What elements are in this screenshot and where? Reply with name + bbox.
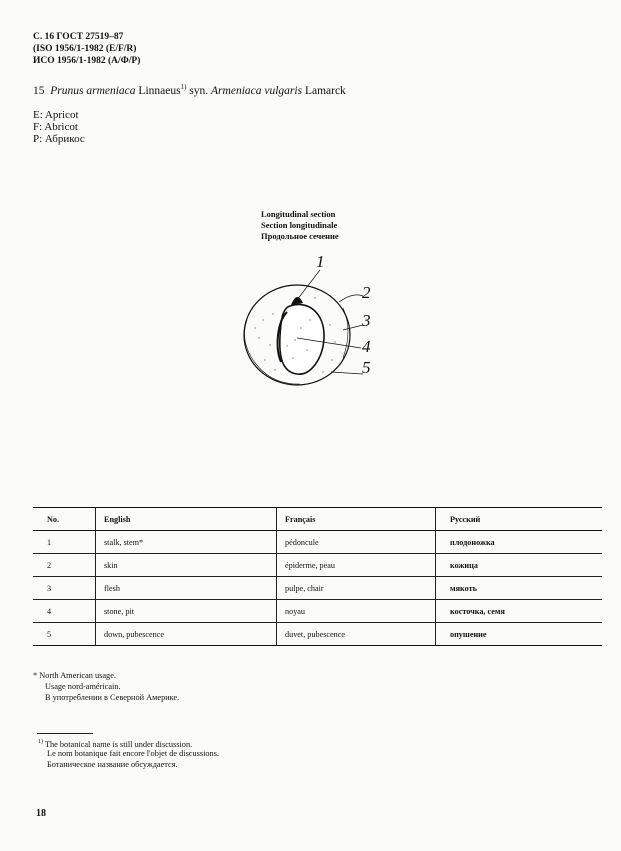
figure-label-1: 1 bbox=[316, 252, 325, 271]
cell-no: 5 bbox=[33, 623, 96, 646]
species-number: 15 bbox=[33, 84, 45, 97]
cell-no: 4 bbox=[33, 600, 96, 623]
parts-table bbox=[33, 507, 602, 646]
table-row bbox=[33, 554, 602, 577]
table-row bbox=[33, 531, 602, 554]
table-header-row bbox=[33, 508, 602, 531]
header-iso-line: (ISO 1956/1-1982 (E/F/R) bbox=[33, 44, 137, 54]
figure-label-4: 4 bbox=[362, 337, 371, 356]
cell-french: pulpe, chair bbox=[277, 577, 436, 600]
footnote-mark: 1) bbox=[38, 739, 43, 745]
cell-english: stalk, stem* bbox=[96, 531, 277, 554]
figure-label-5: 5 bbox=[362, 358, 371, 377]
header-no: No. bbox=[33, 508, 96, 531]
cell-russian: кожица bbox=[436, 554, 603, 577]
synonym-author: Lamarck bbox=[304, 84, 346, 97]
cell-no: 2 bbox=[33, 554, 96, 577]
caption-russian: Продольное сечение bbox=[261, 231, 339, 241]
page-number: 18 bbox=[36, 808, 46, 819]
cell-french: épiderme, peau bbox=[277, 554, 436, 577]
caption-english: Longitudinal section bbox=[261, 209, 336, 219]
table-row bbox=[33, 623, 602, 646]
header-russian: Русский bbox=[436, 508, 603, 531]
synonym-prefix: syn. bbox=[189, 84, 209, 97]
name-french: F: Abricot bbox=[33, 121, 78, 133]
synonym-latin-name: Armeniaca vulgaris bbox=[211, 84, 303, 97]
name-english: E: Apricot bbox=[33, 109, 79, 121]
star-note-russian: В употреблении в Северной Америке. bbox=[45, 693, 180, 702]
header-standard-line: С. 16 ГОСТ 27519–87 bbox=[33, 32, 124, 42]
footnote-english-text: The botanical name is still under discussion. bbox=[44, 739, 193, 749]
header-english: English bbox=[96, 508, 277, 531]
name-russian: P: Абрикос bbox=[33, 133, 85, 145]
cell-no: 1 bbox=[33, 531, 96, 554]
cell-russian: опушение bbox=[436, 623, 603, 646]
footnote-reference: 1) bbox=[180, 83, 187, 91]
footnote-french: Le nom botanique fait encore l'objet de discussions. bbox=[47, 749, 219, 758]
cell-russian: мякоть bbox=[436, 577, 603, 600]
star-note-english: * North American usage. bbox=[33, 671, 116, 680]
figure-label-2: 2 bbox=[362, 283, 371, 302]
header-iso-ru-line: ИСО 1956/1-1982 (А/Ф/Р) bbox=[33, 56, 141, 66]
footnote-rule bbox=[37, 733, 93, 734]
cell-english: flesh bbox=[96, 577, 277, 600]
cell-russian: косточка, семя bbox=[436, 600, 603, 623]
cell-english: down, pubescence bbox=[96, 623, 277, 646]
species-author: Linnaeus bbox=[138, 84, 181, 97]
cell-english: stone, pit bbox=[96, 600, 277, 623]
stone-outline bbox=[278, 304, 324, 374]
cell-english: skin bbox=[96, 554, 277, 577]
cell-french: duvet, pubescence bbox=[277, 623, 436, 646]
cell-russian: плодоножка bbox=[436, 531, 603, 554]
footnote-russian: Ботаническое название обсуждается. bbox=[47, 760, 178, 769]
cell-no: 3 bbox=[33, 577, 96, 600]
cell-french: noyau bbox=[277, 600, 436, 623]
figure-label-3: 3 bbox=[362, 311, 371, 330]
cell-french: pédoncule bbox=[277, 531, 436, 554]
species-title bbox=[33, 83, 346, 97]
caption-french: Section longitudinale bbox=[261, 220, 338, 230]
table-row bbox=[33, 600, 602, 623]
star-note-french: Usage nord-américain. bbox=[45, 682, 121, 691]
species-latin-name: Prunus armeniaca bbox=[50, 84, 136, 97]
header-french: Français bbox=[277, 508, 436, 531]
table-row bbox=[33, 577, 602, 600]
